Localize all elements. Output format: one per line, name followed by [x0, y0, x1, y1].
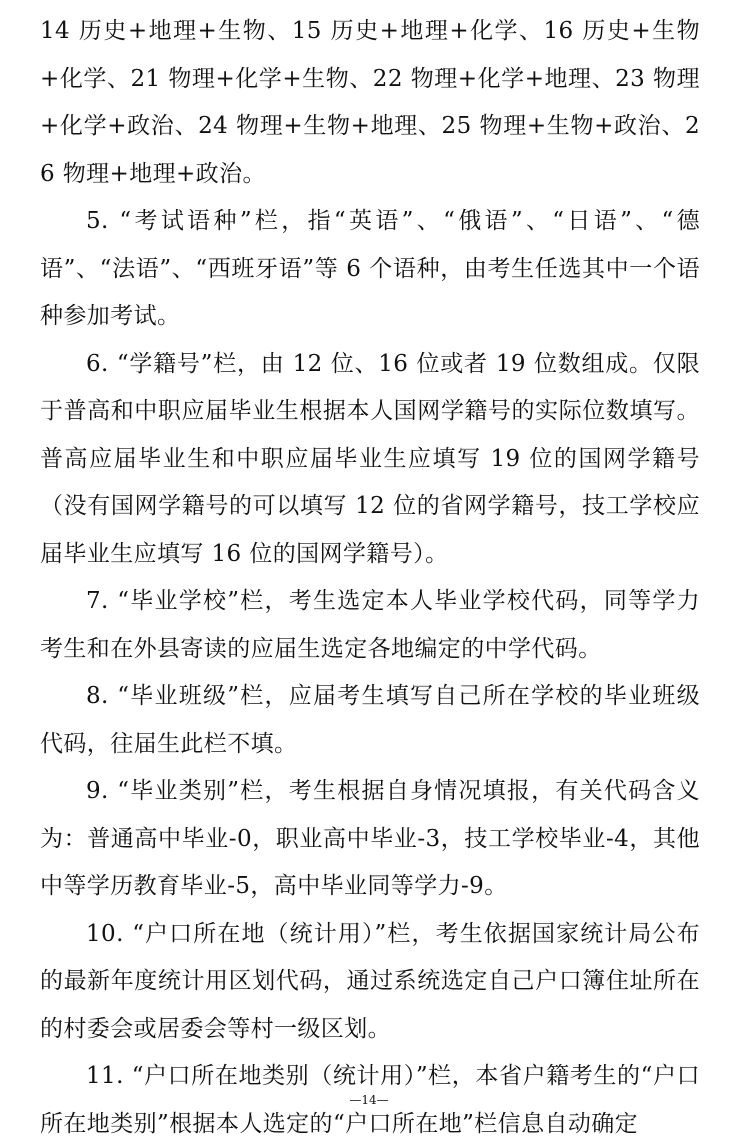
paragraph-item-8: 8. “毕业班级”栏，应届考生填写自己所在学校的毕业班级代码，往届生此栏不填。	[40, 683, 700, 757]
paragraph-item-10: 10. “户口所在地（统计用）”栏，考生依据国家统计局公布的最新年度统计用区划代码，通过系统选定自己户口簿住址所在的村委会或居委会等村一级区划。	[40, 920, 700, 1042]
paragraph-item-5: 5. “考试语种”栏，指“英语”、“俄语”、“日语”、“德语”、“法语”、“西班牙语”等 6 个语种，由考生任选其中一个语种参加考试。	[40, 208, 700, 329]
page-number: —14—	[349, 1093, 389, 1107]
paragraph-item-11: 11. “户口所在地类别（统计用）”栏，本省户籍考生的“户口所在地类别”根据本人选定的“户口所在地”栏信息自动确定	[40, 1063, 700, 1137]
paragraph-item-6: 6. “学籍号”栏，由 12 位、16 位或者 19 位数组成。仅限于普高和中职应届毕业生根据本人国网学籍号的实际位数填写。普高应届毕业生和中职应届毕业生应填写 19 位的国网学籍号（没有国网学籍号的可以填写 12 位的省网学籍号，技工学校应届毕业生应填写 16 位的国网学籍号）。	[40, 350, 700, 567]
paragraph-item-9: 9. “毕业类别”栏，考生根据自身情况填报，有关代码含义为：普通高中毕业-0，职业高中毕业-3，技工学校毕业-4，其他中等学历教育毕业-5，高中毕业同等学力-9。	[40, 778, 700, 899]
document-body	[40, 8, 700, 1148]
paragraph-subject-combos: 14 历史+地理+生物、15 历史+地理+化学、16 历史+生物+化学、21 物理+化学+生物、22 物理+化学+地理、23 物理+化学+政治、24 物理+生物+地理、25 物理+生物+政治、26 物理+地理+政治。	[40, 18, 700, 187]
paragraph-item-7: 7. “毕业学校”栏，考生选定本人毕业学校代码，同等学力考生和在外县寄读的应届生选定各地编定的中学代码。	[40, 588, 700, 662]
